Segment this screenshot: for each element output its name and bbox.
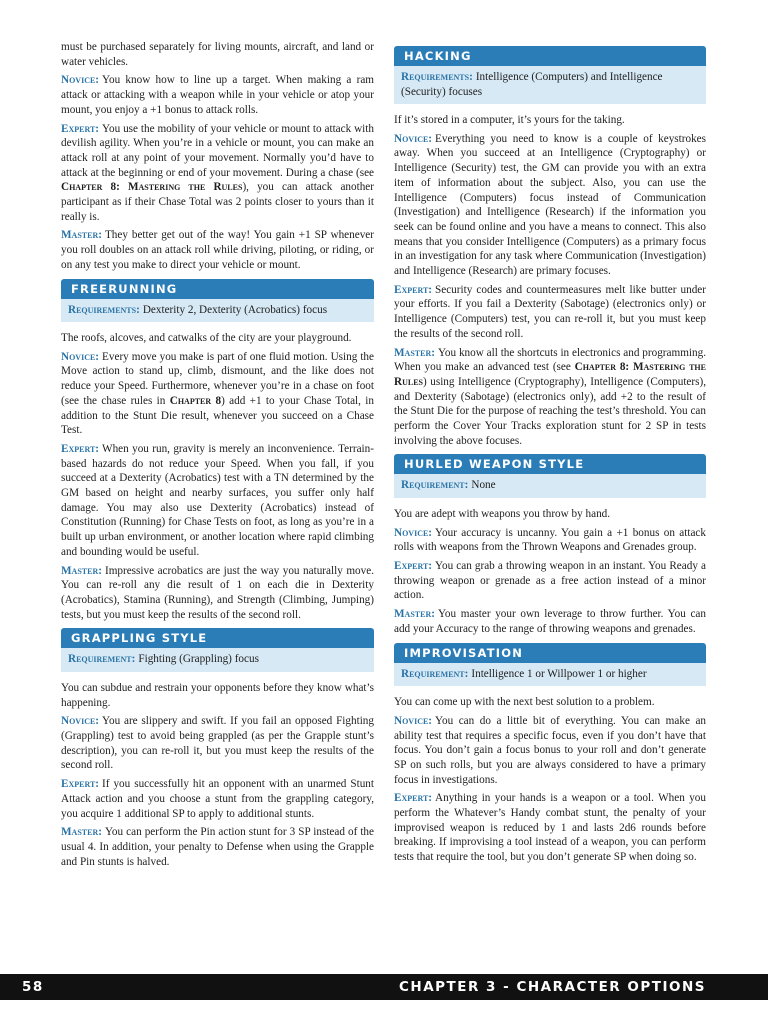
hacking-master-paragraph [394,346,706,449]
improvisation-expert-paragraph [394,791,706,865]
hurled-master-paragraph [394,607,706,636]
talent-intro [61,681,374,710]
page-footer [0,974,768,1000]
master-label: Master: [394,346,435,359]
paragraph-text: You can do a little bit of everything. You can make an ability test that requires a specific focus, even if you don’t have that focus. You don’t gain a focus bonus to your roll and don’t generate SP on such rolls, but you are always considered to have a primary focus in investigations. [394,714,706,786]
talent-intro [394,113,706,128]
chapter-title: CHAPTER 3 - CHARACTER OPTIONS [398,979,706,995]
talent-grappling-style [61,628,374,672]
master-label: Master: [394,608,435,621]
talent-title: HURLED WEAPON STYLE [394,454,706,474]
paragraph-text: ) using Intelligence (Cryptography), Intelligence (Computers), and Dexterity (Sabotage) (electronics only), add +2 to the result of the Stunt Die for the purpose of reaching the test’s threshold. You can perform the Cover Your Tracks exploration stunt for 2 SP in tests involving the above focuses. [394,375,706,447]
expert-label: Expert: [61,442,100,455]
talent-intro [394,507,706,522]
improvisation-novice-paragraph [394,714,706,788]
paragraph-text: ), you can attack another participant as if their Chase Total was 2 points closer to yours than it really is. [61,181,374,223]
chapter-reference: Chapter 8 [169,394,222,407]
talent-intro [61,331,374,346]
talent-title: IMPROVISATION [394,643,706,663]
vehicle-expert-paragraph [61,122,374,225]
paragraph-text: You use the mobility of your vehicle or mount to attack with devilish agility. When you’re in a vehicle or mount, you can make an attack roll at any point of your movement. Normally you’d have to attack at the beginning or end of your movement. During a chase (see [61,122,374,179]
expert-label: Expert: [394,283,433,296]
freerunning-expert-paragraph [61,442,374,560]
novice-label: Novice: [61,74,100,87]
grappling-master-paragraph [61,825,374,869]
paragraph-text: The roofs, alcoves, and catwalks of the city are your playground. [61,332,352,345]
requirements-text: Fighting (Grappling) focus [138,653,259,666]
hurled-novice-paragraph [394,526,706,555]
vehicle-master-paragraph [61,228,374,272]
talent-title: HACKING [394,46,706,66]
paragraph-text: You can perform the Pin action stunt for 3 SP instead of the usual 4. In addition, your penalty to Defense when using the Grapple and Pin stunts is halved. [61,826,374,868]
paragraph-text: You can subdue and restrain your opponents before they know what’s happening. [61,681,374,709]
paragraph-text: Everything you need to know is a couple of keystrokes away. When you succeed at an Intelligence (Cryptography) or Intelligence (Security) test, the GM can provide you with an extra item of information about the subject. Also, you can use the Intelligence (Computers) focus instead of Communication (Investigation) and Intelligence (Research) if the information you seek can be found online and you have a means to connect. This also means that you consider Intelligence (Computers) as a primary focus in an investigation for any task where Communication (Investigation) and Intelligence (Research) are primary focuses. [394,132,706,278]
paragraph-text: When you run, gravity is merely an inconvenience. Terrain-based hazards do not reduce your Speed. When you fall, if you succeed at a Dexterity (Acrobatics) test with a TN determined by the GM based on height and nearby surfaces, you suffer only half damage. You may also use Dexterity (Acrobatics) instead of Constitution (Running) for Chase Tests on foot, as long as you’re in a built up urban environment, or another location where rapid climbing and bounding would be useful. [61,442,374,558]
paragraph-text: You master your own leverage to throw further. You can add your Accuracy to the range of throwing weapons and grenades. [394,608,706,635]
talent-requirements [394,663,706,687]
requirements-label: Requirement: [68,653,136,666]
paragraph-text: Security codes and countermeasures melt like butter under your efforts. If you fail a Dexterity (Sabotage) (electronics only) or Intelligence (Computers) test, you can re-roll it, but you must keep the results of the second roll. [394,283,706,340]
talent-title: GRAPPLING STYLE [61,628,374,648]
paragraph-text: Every move you make is part of one fluid motion. Using the Move action to stand up, climb, dismount, and the like does not reduce your Speed. Furthermore, whenever you’re in a chase on foot (see the chase rules in [61,350,374,407]
page-number: 58 [22,979,44,995]
chapter-reference: Chapter 8: Mastering the Rules [394,361,706,388]
requirements-label: Requirements: [68,303,140,316]
master-label: Master: [61,826,102,839]
talent-requirements [394,474,706,498]
talent-requirements [61,299,374,323]
paragraph-text: must be purchased separately for living mounts, aircraft, and land or water vehicles. [61,41,374,68]
requirements-text: Intelligence 1 or Willpower 1 or higher [471,667,647,680]
vehicle-novice-paragraph [61,73,374,117]
expert-label: Expert: [61,122,100,135]
expert-label: Expert: [61,778,100,791]
paragraph-text: You can come up with the next best solution to a problem. [394,696,655,709]
requirements-text: Intelligence (Computers) and Intelligence (Security) focuses [401,71,663,98]
master-label: Master: [61,229,102,242]
paragraph-text: You know all the shortcuts in electronics and programming. When you make an advanced test (see [394,346,706,374]
requirements-label: Requirements: [401,71,473,83]
grappling-expert-paragraph [61,777,374,821]
novice-label: Novice: [61,350,100,363]
talent-freerunning [61,279,374,323]
novice-label: Novice: [394,132,433,145]
paragraph-text: Your accuracy is uncanny. You gain a +1 bonus on attack rolls with weapons from the Thrown Weapons and Grenades group. [394,526,706,554]
talent-requirements [394,66,706,104]
requirements-label: Requirement: [401,667,469,680]
left-column [61,40,374,873]
paragraph-text: Anything in your hands is a weapon or a tool. When you perform the Whatever’s Handy combat stunt, the penalty of your improvised weapon is reduced by 1 and lasts 2d6 rounds before breaking. If improvising a tool instead of a weapon, you can perform tests that require the tool, but you don’t generate SP when doing so. [394,792,706,864]
expert-label: Expert: [394,792,433,805]
paragraph-text: Impressive acrobatics are just the way you naturally move. You can re-roll any die result of 1 on each die in Dexterity (Acrobatics), Stamina (Running), and Strength (Climbing, Jumping) tests, but you must keep the results of the second roll. [61,564,374,621]
talent-improvisation [394,643,706,687]
talent-title: FREERUNNING [61,279,374,299]
hacking-expert-paragraph [394,283,706,342]
requirements-text: None [471,479,496,492]
novice-label: Novice: [394,714,433,727]
right-column [394,40,706,869]
talent-intro [394,695,706,710]
requirements-label: Requirement: [401,479,469,492]
freerunning-master-paragraph [61,564,374,623]
paragraph-text: You are adept with weapons you throw by hand. [394,507,611,520]
talent-hurled-weapon-style [394,454,706,498]
hacking-novice-paragraph [394,132,706,279]
paragraph-text: You can grab a throwing weapon in an instant. You Ready a throwing weapon or grenade as a free action instead of a minor action. [394,560,706,602]
talent-requirements [61,648,374,672]
freerunning-novice-paragraph [61,350,374,438]
novice-label: Novice: [61,715,100,728]
master-label: Master: [61,564,102,577]
chapter-reference: Chapter 8: Mastering the Rules [61,181,243,194]
talent-hacking [394,46,706,104]
paragraph-text: If you successfully hit an opponent with an unarmed Stunt Attack action and you choose a stunt from the grappling category, you acquire 1 additional SP to apply to additional stunts. [61,778,374,820]
expert-label: Expert: [394,560,433,573]
paragraph-text: You know how to line up a target. When making a ram attack or attacking with a weapon while in your vehicle or atop your mount, you enjoy a +1 bonus to attack rolls. [61,74,374,116]
paragraph-text: They better get out of the way! You gain +1 SP whenever you roll doubles on an attack roll while driving, piloting, or riding, or on any test you make to direct your vehicle or mount. [61,229,374,271]
paragraph-text: You are slippery and swift. If you fail an opposed Fighting (Grappling) test to avoid being grappled (as per the Grapple stunt’s description), you can re-roll it, but you must keep the results of the second roll. [61,715,374,772]
novice-label: Novice: [394,526,433,539]
grappling-novice-paragraph [61,714,374,773]
paragraph-text: ) add +1 to your Chase Total, in addition to the Stunt Die result, whenever you succeed on a Chase Test. [61,394,374,437]
hurled-expert-paragraph [394,559,706,603]
requirements-text: Dexterity 2, Dexterity (Acrobatics) focus [142,303,328,316]
paragraph-text: If it’s stored in a computer, it’s yours for the taking. [394,114,625,126]
vehicle-talent-continuation [61,40,374,69]
